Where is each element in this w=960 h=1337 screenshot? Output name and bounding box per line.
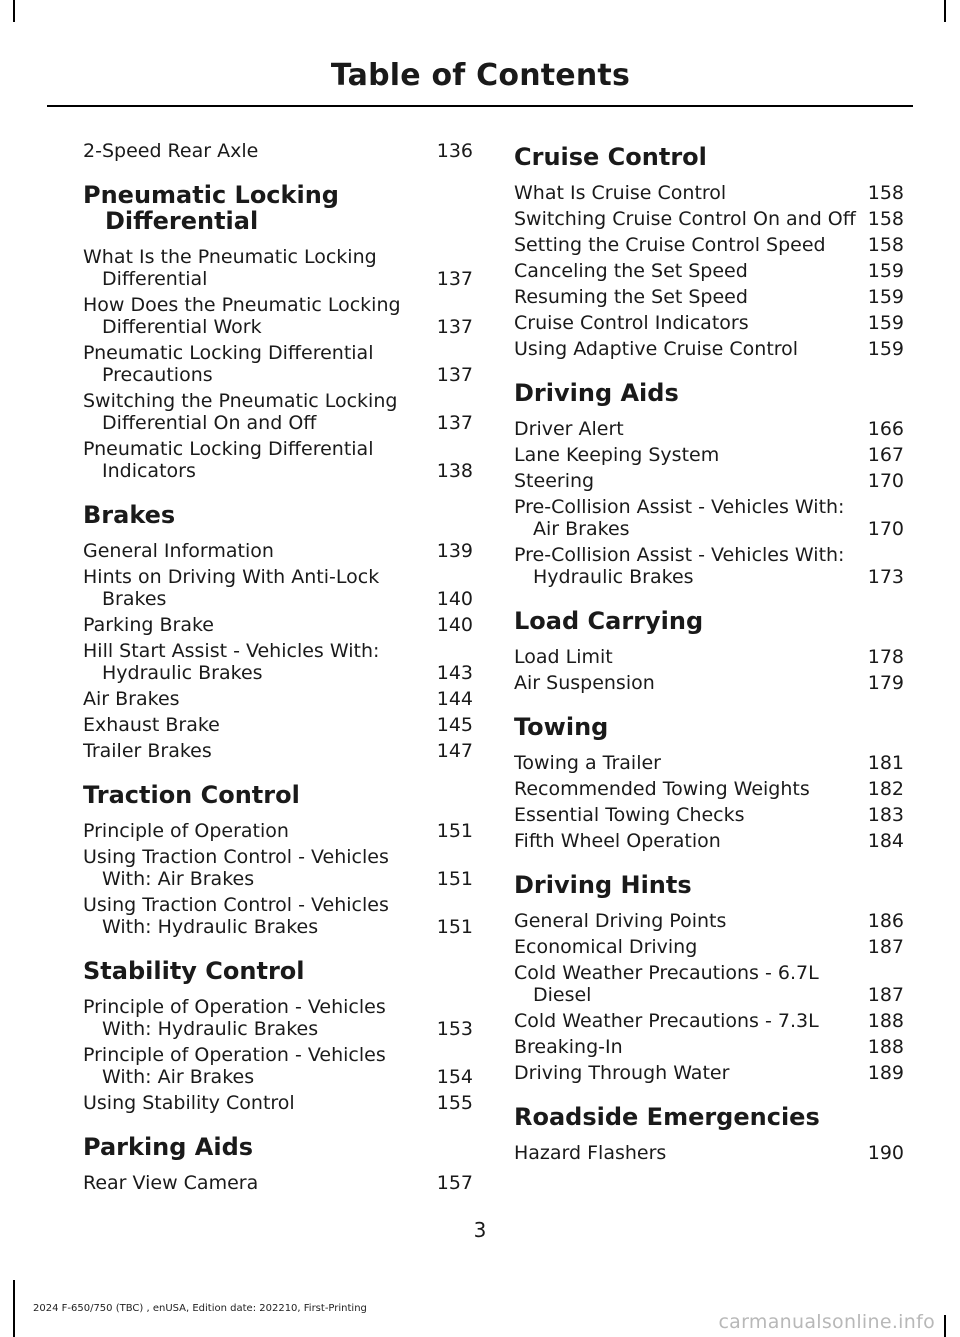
- toc-entry[interactable]: [514, 234, 904, 256]
- toc-entry[interactable]: [514, 182, 904, 204]
- toc-entry-title: General Driving Points: [514, 910, 727, 932]
- section-heading: Load Carrying: [514, 607, 704, 635]
- toc-entry-page: 157: [436, 1172, 473, 1194]
- toc-entry-title: Using Stability Control: [83, 1092, 295, 1114]
- toc-entry-page: 158: [867, 182, 904, 204]
- toc-entry[interactable]: [514, 1142, 904, 1164]
- toc-right-column: [514, 140, 904, 1168]
- toc-entry[interactable]: [514, 752, 904, 774]
- toc-entry-title: Towing a Trailer: [514, 752, 661, 774]
- toc-entry-title: Essential Towing Checks: [514, 804, 745, 826]
- toc-entry-title: Switching Cruise Control On and Off: [514, 208, 856, 230]
- toc-entry-title: Hints on Driving With Anti-Lock Brakes: [83, 566, 380, 610]
- toc-entry[interactable]: [83, 1092, 473, 1114]
- toc-entry-page: 151: [436, 916, 473, 938]
- toc-entry-page: 187: [867, 984, 904, 1006]
- toc-entry-title: What Is Cruise Control: [514, 182, 727, 204]
- toc-entry-page: 143: [436, 662, 473, 684]
- toc-entry[interactable]: [83, 614, 473, 636]
- toc-entry[interactable]: [83, 438, 473, 482]
- toc-entry-title: Lane Keeping System: [514, 444, 720, 466]
- toc-entry-title: Parking Brake: [83, 614, 214, 636]
- toc-entry-title: Principle of Operation - Vehicles With: Hydraulic Brakes: [83, 996, 386, 1040]
- header-rule: [47, 105, 913, 107]
- toc-entry-title: Pre-Collision Assist - Vehicles With: Air Brakes: [514, 496, 845, 540]
- watermark: carmanualsonline.info: [718, 1311, 935, 1333]
- toc-entry-title: Air Suspension: [514, 672, 655, 694]
- toc-entry[interactable]: [514, 496, 904, 540]
- section-heading: Stability Control: [83, 957, 305, 985]
- section-heading: Cruise Control: [514, 143, 707, 171]
- toc-entry-title: Hill Start Assist - Vehicles With: Hydraulic Brakes: [83, 640, 380, 684]
- page-title: Table of Contents: [330, 58, 630, 93]
- toc-entry-title: Cold Weather Precautions - 7.3L: [514, 1010, 819, 1032]
- toc-left-column: [83, 140, 473, 1198]
- edition-footer: 2024 F-650/750 (TBC) , enUSA, Edition date: 202210, First-Printing: [33, 1303, 367, 1314]
- toc-entry-title: Principle of Operation - Vehicles With: Air Brakes: [83, 1044, 386, 1088]
- toc-entry[interactable]: [83, 1172, 473, 1194]
- toc-entry[interactable]: [514, 444, 904, 466]
- toc-entry-title: Driver Alert: [514, 418, 624, 440]
- toc-entry[interactable]: [83, 996, 473, 1040]
- toc-entry[interactable]: [514, 544, 904, 588]
- toc-entry[interactable]: [83, 140, 473, 162]
- toc-entry-title: Hazard Flashers: [514, 1142, 667, 1164]
- toc-entry[interactable]: [83, 740, 473, 762]
- section-heading: Pneumatic Locking Differential: [83, 181, 339, 235]
- toc-entry-title: Load Limit: [514, 646, 613, 668]
- toc-entry-title: Cold Weather Precautions - 6.7L Diesel: [514, 962, 819, 1006]
- toc-entry-page: 136: [436, 140, 473, 162]
- toc-entry-page: 137: [436, 316, 473, 338]
- toc-entry-title: Recommended Towing Weights: [514, 778, 810, 800]
- toc-entry-page: 151: [436, 820, 473, 842]
- toc-entry-page: 166: [867, 418, 904, 440]
- toc-entry-page: 167: [867, 444, 904, 466]
- toc-entry[interactable]: [83, 342, 473, 386]
- toc-entry-page: 170: [867, 470, 904, 492]
- toc-entry-page: 182: [867, 778, 904, 800]
- toc-entry[interactable]: [514, 208, 904, 230]
- toc-entry-page: 183: [867, 804, 904, 826]
- toc-entry[interactable]: [514, 936, 904, 958]
- toc-entry-page: 179: [867, 672, 904, 694]
- section-heading: Driving Hints: [514, 871, 692, 899]
- toc-entry-page: 144: [436, 688, 473, 710]
- toc-entry[interactable]: [514, 286, 904, 308]
- toc-entry-title: Resuming the Set Speed: [514, 286, 748, 308]
- toc-entry-title: Trailer Brakes: [83, 740, 212, 762]
- crop-mark-bottom-right: [944, 1315, 946, 1337]
- toc-entry-title: Economical Driving: [514, 936, 698, 958]
- toc-entry-page: 178: [867, 646, 904, 668]
- toc-entry-title: Switching the Pneumatic Locking Differential On and Off: [83, 390, 398, 434]
- toc-entry-page: 137: [436, 268, 473, 290]
- toc-entry-title: General Information: [83, 540, 274, 562]
- toc-entry[interactable]: [514, 1036, 904, 1058]
- toc-entry[interactable]: [514, 672, 904, 694]
- toc-entry-page: 188: [867, 1010, 904, 1032]
- toc-entry-page: 158: [867, 234, 904, 256]
- toc-entry[interactable]: [83, 640, 473, 684]
- section-heading: Roadside Emergencies: [514, 1103, 820, 1131]
- toc-entry-title: Canceling the Set Speed: [514, 260, 748, 282]
- toc-entry[interactable]: [514, 470, 904, 492]
- section-heading: Driving Aids: [514, 379, 679, 407]
- toc-entry[interactable]: [514, 910, 904, 932]
- toc-entry[interactable]: [514, 646, 904, 668]
- toc-entry-page: 188: [867, 1036, 904, 1058]
- toc-entry-title: Pre-Collision Assist - Vehicles With: Hydraulic Brakes: [514, 544, 845, 588]
- toc-entry-page: 138: [436, 460, 473, 482]
- toc-entry[interactable]: [514, 260, 904, 282]
- toc-entry[interactable]: [83, 714, 473, 736]
- toc-entry[interactable]: [83, 894, 473, 938]
- section-heading: Traction Control: [83, 781, 300, 809]
- toc-entry-page: 158: [867, 208, 904, 230]
- toc-entry-title: Exhaust Brake: [83, 714, 220, 736]
- toc-entry-title: Driving Through Water: [514, 1062, 730, 1084]
- toc-entry[interactable]: [514, 1010, 904, 1032]
- toc-entry-title: Air Brakes: [83, 688, 180, 710]
- crop-mark-top-left: [13, 0, 15, 22]
- toc-entry-page: 140: [436, 614, 473, 636]
- toc-entry-page: 151: [436, 868, 473, 890]
- toc-entry[interactable]: [83, 390, 473, 434]
- toc-entry[interactable]: [83, 846, 473, 890]
- toc-entry[interactable]: [514, 1062, 904, 1084]
- toc-entry-page: 137: [436, 364, 473, 386]
- toc-entry-title: Pneumatic Locking Differential Indicators: [83, 438, 374, 482]
- toc-entry[interactable]: [83, 820, 473, 842]
- crop-mark-bottom-left: [13, 1280, 15, 1337]
- toc-entry[interactable]: [514, 804, 904, 826]
- toc-entry-title: Principle of Operation: [83, 820, 289, 842]
- toc-entry[interactable]: [514, 830, 904, 852]
- crop-mark-top-right: [944, 0, 946, 22]
- toc-entry[interactable]: [514, 962, 904, 1006]
- toc-entry-page: 184: [867, 830, 904, 852]
- toc-entry-title: Rear View Camera: [83, 1172, 259, 1194]
- toc-entry-title: What Is the Pneumatic Locking Differential: [83, 246, 377, 290]
- toc-entry-title: How Does the Pneumatic Locking Differential Work: [83, 294, 401, 338]
- toc-entry-page: 186: [867, 910, 904, 932]
- toc-entry-title: Cruise Control Indicators: [514, 312, 749, 334]
- toc-entry-title: Using Traction Control - Vehicles With: Hydraulic Brakes: [83, 894, 389, 938]
- toc-entry-page: 181: [867, 752, 904, 774]
- toc-entry[interactable]: [83, 540, 473, 562]
- toc-entry-page: 159: [867, 338, 904, 360]
- toc-entry-page: 187: [867, 936, 904, 958]
- toc-entry-title: Breaking-In: [514, 1036, 623, 1058]
- toc-entry[interactable]: [514, 418, 904, 440]
- toc-entry-page: 170: [867, 518, 904, 540]
- section-heading: Towing: [514, 713, 609, 741]
- toc-entry-page: 159: [867, 260, 904, 282]
- toc-entry-title: Using Adaptive Cruise Control: [514, 338, 799, 360]
- toc-entry-page: 145: [436, 714, 473, 736]
- toc-entry[interactable]: [83, 566, 473, 610]
- toc-entry-page: 155: [436, 1092, 473, 1114]
- toc-entry-page: 137: [436, 412, 473, 434]
- toc-entry-page: 147: [436, 740, 473, 762]
- page-number: 3: [473, 1218, 487, 1242]
- toc-entry-title: Using Traction Control - Vehicles With: Air Brakes: [83, 846, 389, 890]
- toc-entry-page: 154: [436, 1066, 473, 1088]
- toc-entry-page: 139: [436, 540, 473, 562]
- toc-entry-page: 159: [867, 286, 904, 308]
- toc-entry-title: Pneumatic Locking Differential Precautions: [83, 342, 374, 386]
- toc-entry-page: 190: [867, 1142, 904, 1164]
- toc-entry-title: Steering: [514, 470, 595, 492]
- toc-entry-page: 153: [436, 1018, 473, 1040]
- toc-entry[interactable]: [514, 312, 904, 334]
- section-heading: Brakes: [83, 501, 176, 529]
- toc-entry-title: Fifth Wheel Operation: [514, 830, 721, 852]
- section-heading: Parking Aids: [83, 1133, 254, 1161]
- toc-entry-page: 189: [867, 1062, 904, 1084]
- toc-entry[interactable]: [514, 338, 904, 360]
- toc-entry[interactable]: [83, 1044, 473, 1088]
- toc-entry-title: 2-Speed Rear Axle: [83, 140, 259, 162]
- toc-entry-page: 159: [867, 312, 904, 334]
- toc-entry[interactable]: [514, 778, 904, 800]
- toc-entry[interactable]: [83, 246, 473, 290]
- toc-entry[interactable]: [83, 294, 473, 338]
- toc-entry[interactable]: [83, 688, 473, 710]
- toc-entry-page: 173: [867, 566, 904, 588]
- toc-entry-title: Setting the Cruise Control Speed: [514, 234, 826, 256]
- toc-entry-page: 140: [436, 588, 473, 610]
